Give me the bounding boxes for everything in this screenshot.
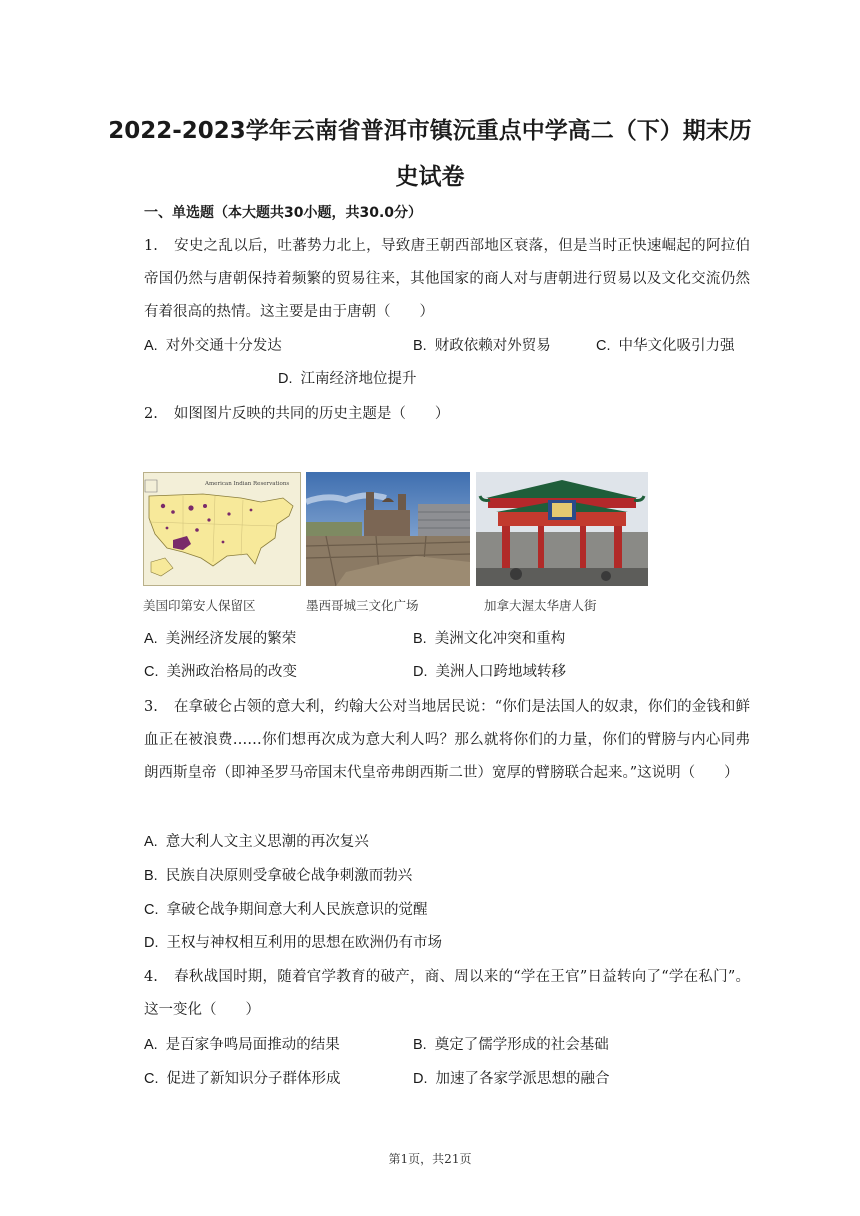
q1-option-a[interactable]: A. 对外交通十分发达 — [144, 338, 282, 354]
q2-option-b[interactable]: B. 美洲文化冲突和重构 — [413, 631, 566, 647]
question-number: 4. — [144, 969, 158, 985]
question-text: 安史之乱以后，吐蕃势力北上，导致唐王朝西部地区衰落，但是当时正快速崛起的阿拉伯帝国仍然与唐朝保持着频繁的贸易往来，其他国家的商人对与唐朝进行贸易以及文化交流仍然有着很高的热情。这主要是由于唐朝（ ） — [144, 238, 750, 320]
q1-option-d[interactable]: D. 江南经济地位提升 — [278, 371, 417, 387]
q4-option-b[interactable]: B. 奠定了儒学形成的社会基础 — [413, 1037, 609, 1053]
q2-option-c[interactable]: C. 美洲政治格局的改变 — [144, 664, 297, 680]
image-caption: 美国印第安人保留区 — [143, 598, 256, 613]
q3-option-a[interactable]: A. 意大利人文主义思潮的再次复兴 — [144, 834, 369, 850]
q2-option-a[interactable]: A. 美洲经济发展的繁荣 — [144, 631, 297, 647]
page-title: 2022-2023学年云南省普洱市镇沅重点中学高二（下）期末历史试卷 — [108, 118, 752, 190]
question-text: 春秋战国时期，随着官学教育的破产，商、周以来的“学在王官”日益转向了“学在私门”。这一变化（ ） — [144, 969, 750, 1018]
question-text: 在拿破仑占领的意大利，约翰大公对当地居民说：“你们是法国人的奴隶，你们的金钱和鲜血正在被浪费……你们想再次成为意大利人吗？那么就将你们的力量，你们的臂膀与内心同弗朗西斯皇帝（即神圣罗马帝国末代皇帝弗朗西斯二世）宽厚的臂膀联合起来。”这说明（ ） — [144, 699, 750, 781]
question-1 — [144, 230, 750, 329]
chinatown-gate-photo — [476, 472, 648, 586]
q3-option-b[interactable]: B. 民族自决原则受拿破仑战争刺激而勃兴 — [144, 868, 413, 884]
image-caption: 加拿大渥太华唐人街 — [484, 598, 597, 613]
question-2-figure — [143, 472, 648, 617]
q3-option-c[interactable]: C. 拿破仑战争期间意大利人民族意识的觉醒 — [144, 902, 428, 918]
image-caption: 墨西哥城三文化广场 — [306, 598, 419, 613]
q3-option-d[interactable]: D. 王权与神权相互利用的思想在欧洲仍有市场 — [144, 935, 442, 951]
question-number: 1. — [144, 238, 158, 254]
page-footer: 第1页，共21页 — [388, 1152, 472, 1166]
q4-option-d[interactable]: D. 加速了各家学派思想的融合 — [413, 1071, 610, 1087]
q4-option-c[interactable]: C. 促进了新知识分子群体形成 — [144, 1071, 341, 1087]
question-3 — [144, 691, 750, 790]
q1-option-b[interactable]: B. 财政依赖对外贸易 — [413, 338, 551, 354]
q4-option-a[interactable]: A. 是百家争鸣局面推动的结果 — [144, 1037, 340, 1053]
three-cultures-plaza-photo — [306, 472, 470, 586]
question-4 — [144, 961, 750, 1027]
section-heading: 一、单选题（本大题共30小题，共30.0分） — [144, 205, 423, 221]
q2-option-d[interactable]: D. 美洲人口跨地域转移 — [413, 664, 566, 680]
q1-option-c[interactable]: C. 中华文化吸引力强 — [596, 338, 735, 354]
question-number: 2. — [144, 406, 158, 422]
question-2 — [144, 398, 750, 431]
question-text: 如图图片反映的共同的历史主题是（ ） — [173, 406, 450, 422]
us-reservations-map — [143, 472, 301, 586]
question-number: 3. — [144, 699, 158, 715]
map-inner-title: American Indian Reservations — [205, 481, 290, 487]
